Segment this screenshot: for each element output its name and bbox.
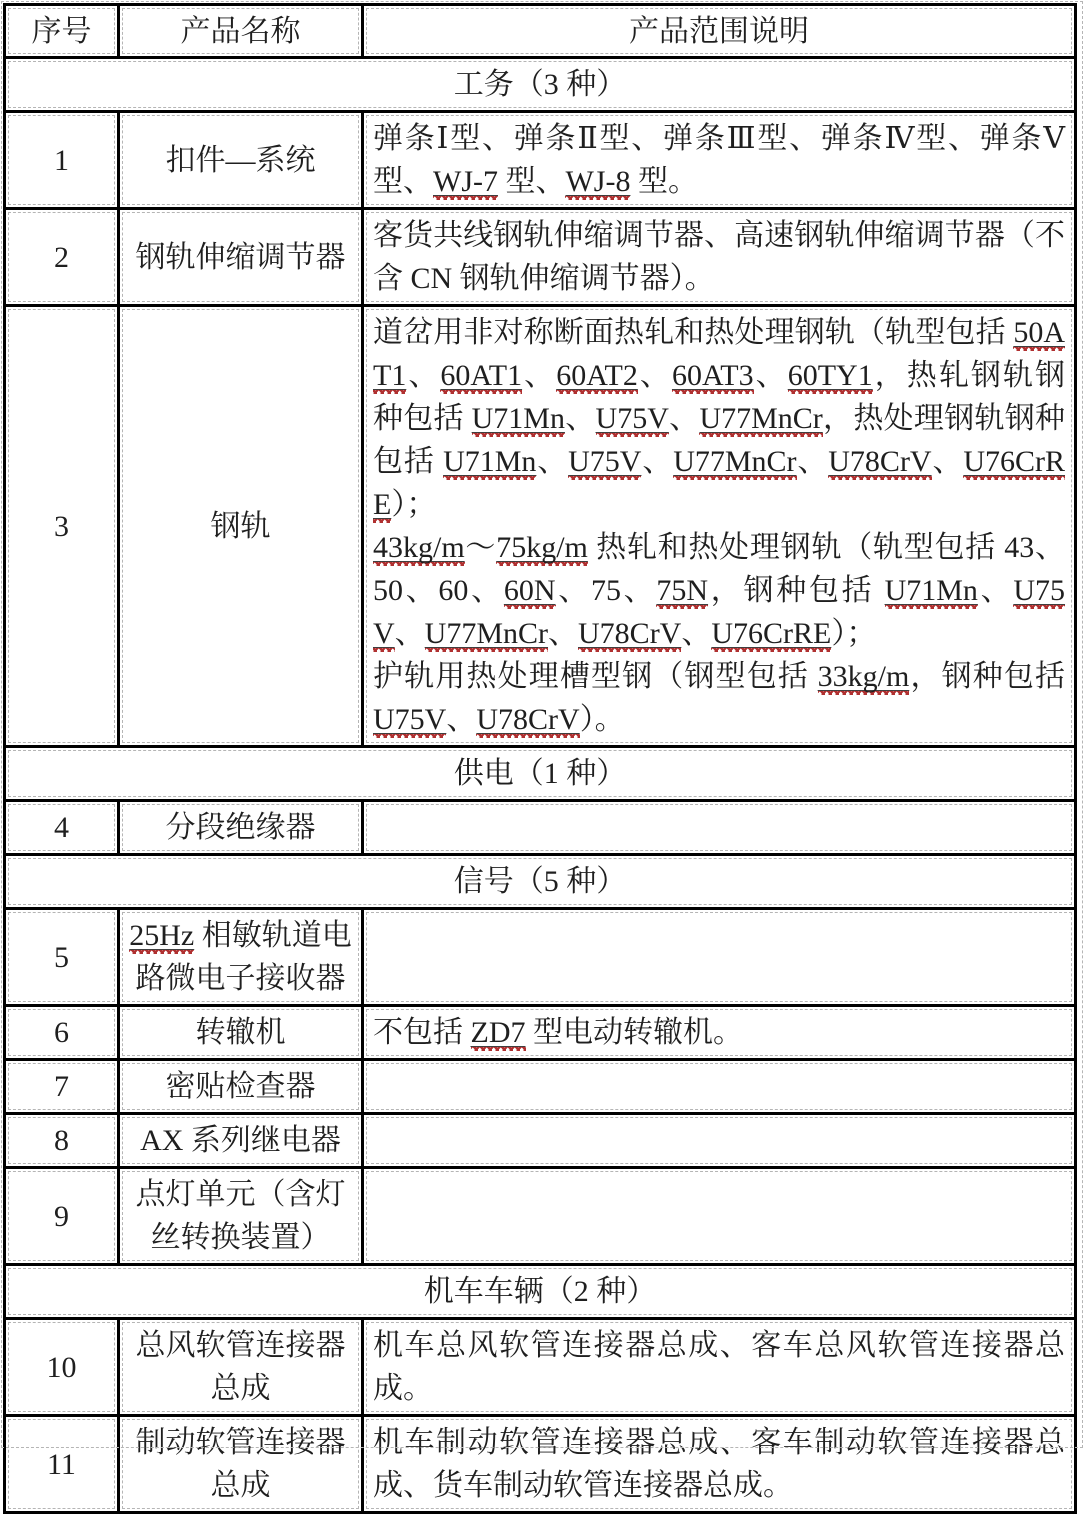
product-name-cell xyxy=(119,1060,363,1114)
text-run: 机车总风软管连接器总成、客车总风软管连接器总成。 xyxy=(373,1329,1065,1405)
product-scope-cell xyxy=(363,1168,1076,1265)
table-row xyxy=(5,909,1076,1006)
scope-paragraph xyxy=(373,214,1065,300)
flagged-term: 25Hz xyxy=(129,919,195,952)
text-run: 、 xyxy=(536,445,569,478)
scope-paragraph xyxy=(373,311,1065,526)
text-run: 型。 xyxy=(630,165,698,198)
text-run: ，热处理钢轨钢种包括 xyxy=(373,402,1066,478)
text-run: 、 xyxy=(637,359,672,392)
product-scope-cell xyxy=(363,801,1076,855)
product-scope-cell xyxy=(363,1006,1076,1060)
flagged-term: U75V xyxy=(595,402,669,435)
col-header-product-name: 产品名称 xyxy=(119,5,363,58)
text-run: 钢轨伸缩调节器 xyxy=(135,240,346,274)
section-header-cell: 供电（1 种） xyxy=(5,747,1076,801)
text-run: 总风软管连接器总成 xyxy=(135,1329,346,1405)
text-run: ）。 xyxy=(579,703,625,736)
scope-paragraph xyxy=(373,1011,1065,1054)
product-name-cell xyxy=(119,1006,363,1060)
product-scope-cell xyxy=(363,1114,1076,1168)
flagged-term: 60N xyxy=(503,574,556,607)
product-scope-cell xyxy=(363,1416,1076,1513)
text-run: ，钢种包括 xyxy=(909,660,1066,693)
flagged-term: U78CrV xyxy=(578,617,682,650)
flagged-term: 43kg/m xyxy=(373,531,465,564)
flagged-term: 60TY1 xyxy=(787,359,873,392)
text-run: 道岔用非对称断面热轧和热处理钢轨（轨型包括 xyxy=(373,316,1014,349)
row-number-cell: 10 xyxy=(5,1319,119,1416)
flagged-term: WJ-7 xyxy=(433,165,498,198)
flagged-term: U77MnCr xyxy=(424,617,549,650)
text-run: 、 xyxy=(641,445,674,478)
flagged-term: 75N xyxy=(656,574,709,607)
flagged-term: U76CrRE xyxy=(373,445,1066,521)
text-run: 弹条Ⅰ型、弹条Ⅱ型、弹条Ⅲ型、弹条Ⅳ型、弹条Ⅴ型、 xyxy=(373,122,1065,198)
table-row xyxy=(5,1416,1076,1513)
table-row xyxy=(5,112,1076,209)
row-number-cell: 2 xyxy=(5,209,119,306)
product-scope-cell xyxy=(363,909,1076,1006)
product-name-cell xyxy=(119,1114,363,1168)
product-name-cell xyxy=(119,306,363,747)
product-scope-cell xyxy=(363,112,1076,209)
flagged-term: U75V xyxy=(373,703,447,736)
text-run: 、 xyxy=(681,617,712,650)
text-run: 热轧和热处理钢轨（轨型包括 43、50、60、 xyxy=(373,531,1066,607)
text-run: 相敏轨道电路微电子接收器 xyxy=(135,919,352,995)
table-row xyxy=(5,1319,1076,1416)
text-run: 护轨用热处理槽型钢（钢型包括 xyxy=(373,660,818,693)
section-header-cell: 信号（5 种） xyxy=(5,855,1076,909)
text-run: ～ xyxy=(464,531,497,564)
flagged-term: 60AT2 xyxy=(556,359,638,392)
scope-paragraph xyxy=(373,1421,1065,1507)
flagged-term: U75V xyxy=(373,574,1066,650)
text-run: ，钢种包括 xyxy=(708,574,885,607)
text-run: 、 xyxy=(796,445,829,478)
product-name-cell xyxy=(119,909,363,1006)
text-run: 分段绝缘器 xyxy=(165,811,316,844)
text-run: 扣件—系统 xyxy=(165,143,316,177)
text-run: 、 xyxy=(406,359,441,392)
text-run: 不包括 xyxy=(373,1016,471,1049)
section-row xyxy=(5,1265,1076,1319)
text-run: 型、 xyxy=(497,165,566,198)
text-run: 、 xyxy=(977,574,1014,607)
text-run: 、 xyxy=(564,402,596,435)
text-run: 、 xyxy=(548,617,579,650)
row-number-cell: 8 xyxy=(5,1114,119,1168)
flagged-term: 50AT1 xyxy=(373,316,1065,392)
table-row xyxy=(5,1168,1076,1265)
flagged-term: ZD7 xyxy=(470,1016,526,1049)
text-run: 、 xyxy=(394,617,425,650)
section-row xyxy=(5,58,1076,112)
row-number-cell: 3 xyxy=(5,306,119,747)
row-number-cell: 9 xyxy=(5,1168,119,1265)
table-row xyxy=(5,209,1076,306)
text-run: 点灯单元（含灯丝转换装置） xyxy=(135,1178,346,1254)
row-number-cell: 1 xyxy=(5,112,119,209)
text-run: 、 xyxy=(931,445,964,478)
product-name-cell xyxy=(119,1168,363,1265)
product-name-cell xyxy=(119,209,363,306)
section-row xyxy=(5,747,1076,801)
product-scope-cell xyxy=(363,1060,1076,1114)
section-header-cell: 工务（3 种） xyxy=(5,58,1076,112)
scope-paragraph xyxy=(373,526,1065,655)
text-run: 密贴检查器 xyxy=(165,1070,316,1103)
text-run: 转辙机 xyxy=(195,1016,286,1049)
scope-paragraph xyxy=(373,117,1065,203)
flagged-term: U71Mn xyxy=(884,574,978,607)
text-run: 、 xyxy=(446,703,477,736)
text-run: 、75、 xyxy=(555,574,657,607)
product-scope-cell xyxy=(363,1319,1076,1416)
text-run: 制动软管连接器总成 xyxy=(135,1426,346,1502)
table-row xyxy=(5,801,1076,855)
text-run: 、 xyxy=(668,402,700,435)
text-run: 、 xyxy=(522,359,557,392)
table-row xyxy=(5,1060,1076,1114)
flagged-term: U77MnCr xyxy=(673,445,797,478)
product-scope-cell xyxy=(363,306,1076,747)
text-run: ）； xyxy=(391,488,437,521)
scope-paragraph xyxy=(373,1324,1065,1410)
product-table xyxy=(3,3,1077,1514)
flagged-term: U78CrV xyxy=(476,703,580,736)
flagged-term: WJ-8 xyxy=(565,165,631,198)
flagged-term: U75V xyxy=(568,445,642,478)
text-run: 钢轨 xyxy=(210,509,271,543)
flagged-term: 60AT3 xyxy=(671,359,754,392)
table-row xyxy=(5,306,1076,747)
flagged-term: 60AT1 xyxy=(440,359,523,392)
product-name-cell xyxy=(119,112,363,209)
flagged-term: 33kg/m xyxy=(817,660,910,693)
text-run: 客货共线钢轨伸缩调节器、高速钢轨伸缩调节器（不含 CN 钢轨伸缩调节器）。 xyxy=(373,219,1065,295)
section-header-cell: 机车车辆（2 种） xyxy=(5,1265,1076,1319)
text-run: 机车制动软管连接器总成、客车制动软管连接器总成、货车制动软管连接器总成。 xyxy=(373,1426,1065,1502)
row-number-cell: 4 xyxy=(5,801,119,855)
product-name-cell xyxy=(119,1416,363,1513)
flagged-term: U77MnCr xyxy=(699,402,823,435)
product-scope-cell xyxy=(363,209,1076,306)
col-header-product-scope: 产品范围说明 xyxy=(363,5,1076,58)
flagged-term: U71Mn xyxy=(471,402,565,435)
table-row xyxy=(5,1006,1076,1060)
flagged-term: 75kg/m xyxy=(496,531,588,564)
text-run: ，热轧钢轨钢种包括 xyxy=(373,359,1065,435)
flagged-term: U78CrV xyxy=(828,445,932,478)
text-run: ）； xyxy=(831,617,877,650)
product-name-cell xyxy=(119,801,363,855)
row-number-cell: 5 xyxy=(5,909,119,1006)
text-run: 、 xyxy=(753,359,788,392)
flagged-term: U71Mn xyxy=(443,445,537,478)
table-header-row xyxy=(5,5,1076,58)
product-name-cell xyxy=(119,1319,363,1416)
section-row xyxy=(5,855,1076,909)
col-header-number: 序号 xyxy=(5,5,119,58)
flagged-term: U76CrRE xyxy=(711,617,832,650)
scope-paragraph xyxy=(373,655,1065,741)
table-body xyxy=(5,58,1076,1513)
row-number-cell: 7 xyxy=(5,1060,119,1114)
text-run: 型电动转辙机。 xyxy=(525,1016,743,1049)
table-row xyxy=(5,1114,1076,1168)
text-run: AX 系列继电器 xyxy=(140,1124,341,1157)
row-number-cell: 6 xyxy=(5,1006,119,1060)
row-number-cell: 11 xyxy=(5,1416,119,1513)
